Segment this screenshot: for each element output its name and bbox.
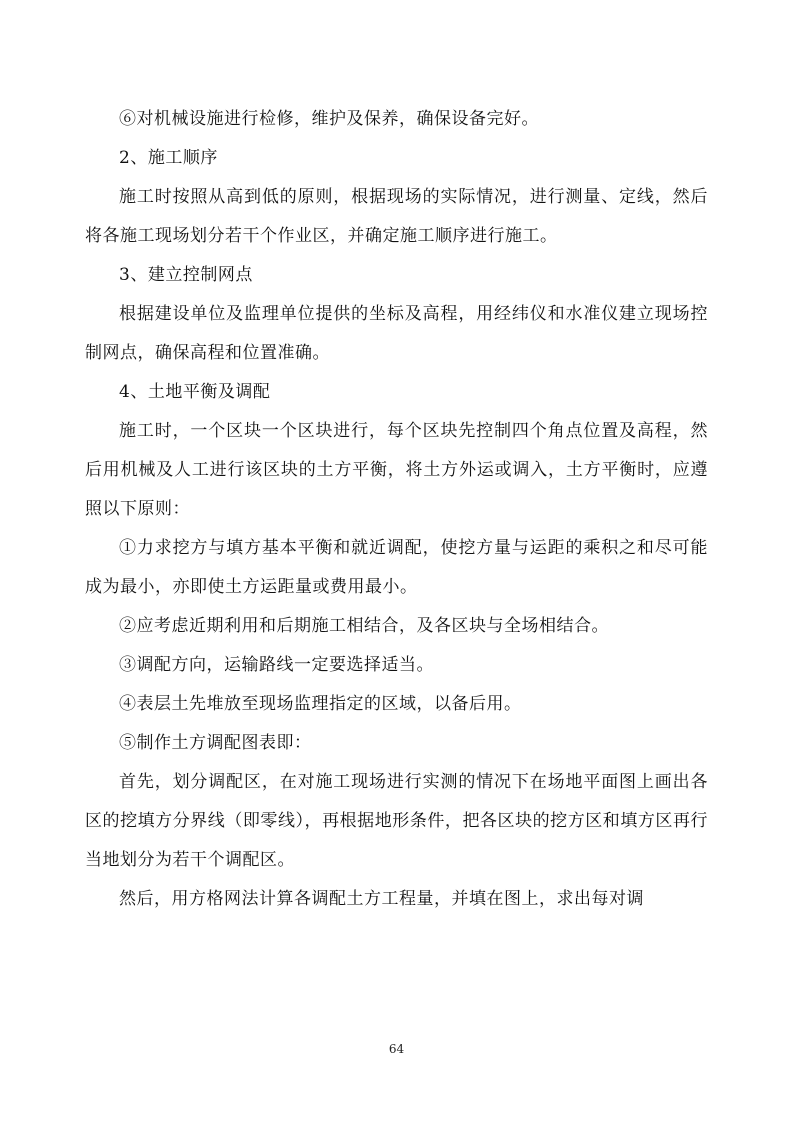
paragraph-equipment-maintenance: ⑥对机械设施进行检修，维护及保养，确保设备完好。 xyxy=(119,109,539,129)
list-item-principle-5: ⑤制作土方调配图表即： xyxy=(119,733,312,753)
list-item-principle-1: ①力求挖方与填方基本平衡和就近调配，使挖方量与运距的乘积之和尽可能成为最小，亦即使土方运距量或费用最小。 xyxy=(85,538,708,597)
paragraph-control-network: 根据建设单位及监理单位提供的坐标及高程，用经纬仪和水准仪建立现场控制网点，确保高程和位置准确。 xyxy=(85,304,708,363)
list-item-principle-4: ④表层土先堆放至现场监理指定的区域，以备后用。 xyxy=(119,694,522,714)
heading-construction-sequence: 2、施工顺序 xyxy=(119,148,218,168)
list-item-principle-2: ②应考虑近期利用和后期施工相结合，及各区块与全场相结合。 xyxy=(119,616,609,636)
heading-earthwork-balance: 4、土地平衡及调配 xyxy=(119,382,271,402)
paragraph-zoning: 首先，划分调配区，在对施工现场进行实测的情况下在场地平面图上画出各区的挖填方分界线（即零线），再根据地形条件，把各区块的挖方区和填方区再行当地划分为若干个调配区。 xyxy=(85,772,708,870)
page-number: 64 xyxy=(388,1042,405,1056)
list-item-principle-3: ③调配方向，运输路线一定要选择适当。 xyxy=(119,655,434,675)
heading-control-network: 3、建立控制网点 xyxy=(119,265,253,285)
paragraph-earthwork-balance: 施工时，一个区块一个区块进行，每个区块先控制四个角点位置及高程，然后用机械及人工进行该区块的土方平衡，将土方外运或调入，土方平衡时，应遵照以下原则： xyxy=(85,421,708,519)
page-body xyxy=(85,100,708,919)
paragraph-construction-sequence: 施工时按照从高到低的原则，根据现场的实际情况，进行测量、定线，然后将各施工现场划分若干个作业区，并确定施工顺序进行施工。 xyxy=(85,187,708,246)
paragraph-grid-method: 然后，用方格网法计算各调配土方工程量，并填在图上，求出每对调 xyxy=(119,889,644,909)
